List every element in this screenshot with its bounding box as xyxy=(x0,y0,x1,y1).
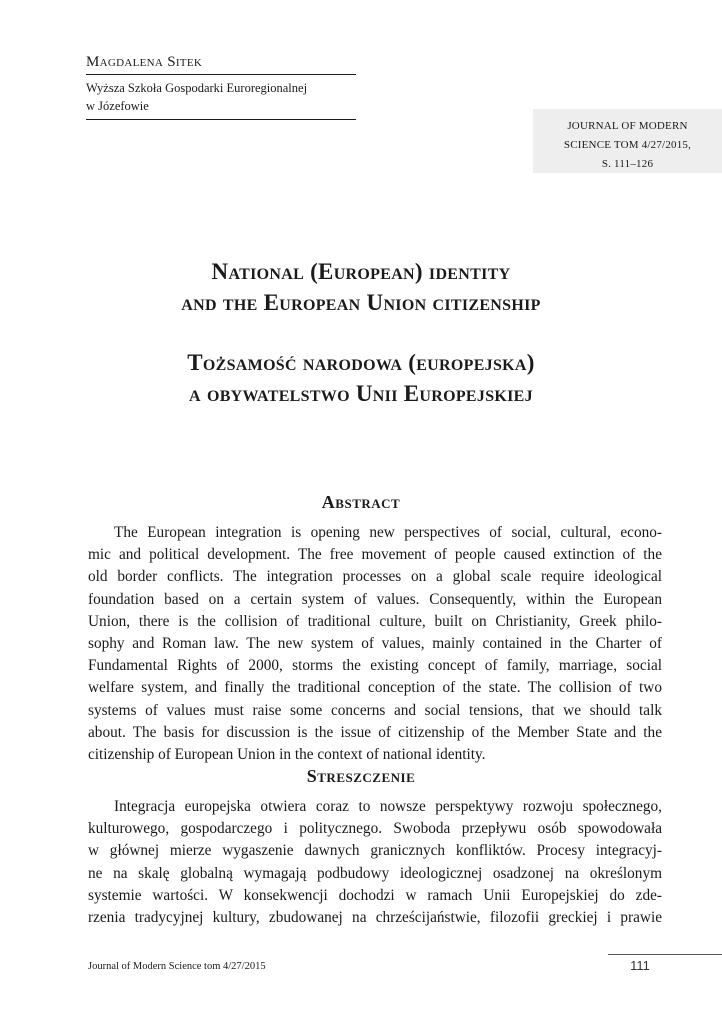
text-line: Integracja europejska otwiera coraz to nowsze perspektywy rozwoju społecznego, xyxy=(114,798,662,815)
text-line: about. The basis for discussion is the issue of citizenship of the Member State and the xyxy=(88,723,662,741)
text-line: The European integration is opening new perspectives of social, cultural, econo- xyxy=(114,524,662,541)
journal-info-line: SCIENCE TOM 4/27/2015, xyxy=(563,139,692,151)
article-titles xyxy=(60,256,662,409)
text-line: systemie wartości. W konsekwencji dochodzi w ramach Unii Europejskiej do zde- xyxy=(88,886,662,904)
author-block xyxy=(86,54,356,120)
journal-info-line: JOURNAL OF MODERN xyxy=(567,120,688,132)
journal-info-line: S. 111–126 xyxy=(601,158,654,170)
title-polish xyxy=(60,347,662,409)
text-line: w głównej mierze wygaszenie dawnych granicznych konfliktów. Procesy integracyj- xyxy=(88,842,662,860)
text-line: welfare system, and finally the traditional conception of the state. The collision of two xyxy=(88,679,662,697)
text-line: rzenia tradycyjnej kultury, zbudowanej na chrześcijaństwie, filozofii greckiej i prawie xyxy=(88,909,662,927)
title-english xyxy=(60,256,662,318)
journal-info-box xyxy=(533,109,722,173)
streszczenie-paragraph xyxy=(88,796,662,929)
text-line: old border conflicts. The integration processes on a global scale require ideological xyxy=(88,568,662,586)
title-line: a obywatelstwo Unii Europejskiej xyxy=(189,381,533,406)
title-line: National (European) identity xyxy=(211,259,511,284)
text-line: Fundamental Rights of 2000, storms the existing concept of family, marriage, social xyxy=(88,657,662,675)
abstract-heading: Abstract xyxy=(321,492,401,512)
footer-rule xyxy=(608,954,722,955)
text-line: foundation based on a certain system of values. Consequently, within the European xyxy=(88,590,662,608)
author-name: Magdalena Sitek xyxy=(86,54,356,75)
affiliation-line: w Józefowie xyxy=(86,99,149,113)
text-line: Union, there is the collision of traditional culture, built on Christianity, Greek philo- xyxy=(88,612,662,630)
text-line: citizenship of European Union in the context of national identity. xyxy=(88,746,486,764)
text-line: mic and political development. The free movement of people caused extinction of the xyxy=(88,546,662,564)
title-line: Tożsamość narodowa (europejska) xyxy=(187,350,535,375)
streszczenie-heading: Streszczenie xyxy=(306,766,416,786)
title-line: and the European Union citizenship xyxy=(181,290,541,315)
affiliation-line: Wyższa Szkoła Gospodarki Euroregionalnej xyxy=(86,81,308,95)
text-line: sophy and Roman law. The new system of values, mainly contained in the Charter of xyxy=(88,635,662,653)
abstract-paragraph xyxy=(88,522,662,766)
page-number: 111 xyxy=(630,958,650,973)
footer-journal-name: Journal of Modern Science tom 4/27/2015 xyxy=(88,961,266,972)
author-affiliation xyxy=(86,75,356,120)
text-line: kulturowego, gospodarczego i politycznego. Swoboda przepływu osób spowodowała xyxy=(88,820,662,838)
text-line: systems of values must raise some concerns and social tensions, that we should talk xyxy=(88,701,662,719)
text-line: ne na skalę globalną wymagają podbudowy ideologicznej osadzonej na określonym xyxy=(88,864,662,882)
